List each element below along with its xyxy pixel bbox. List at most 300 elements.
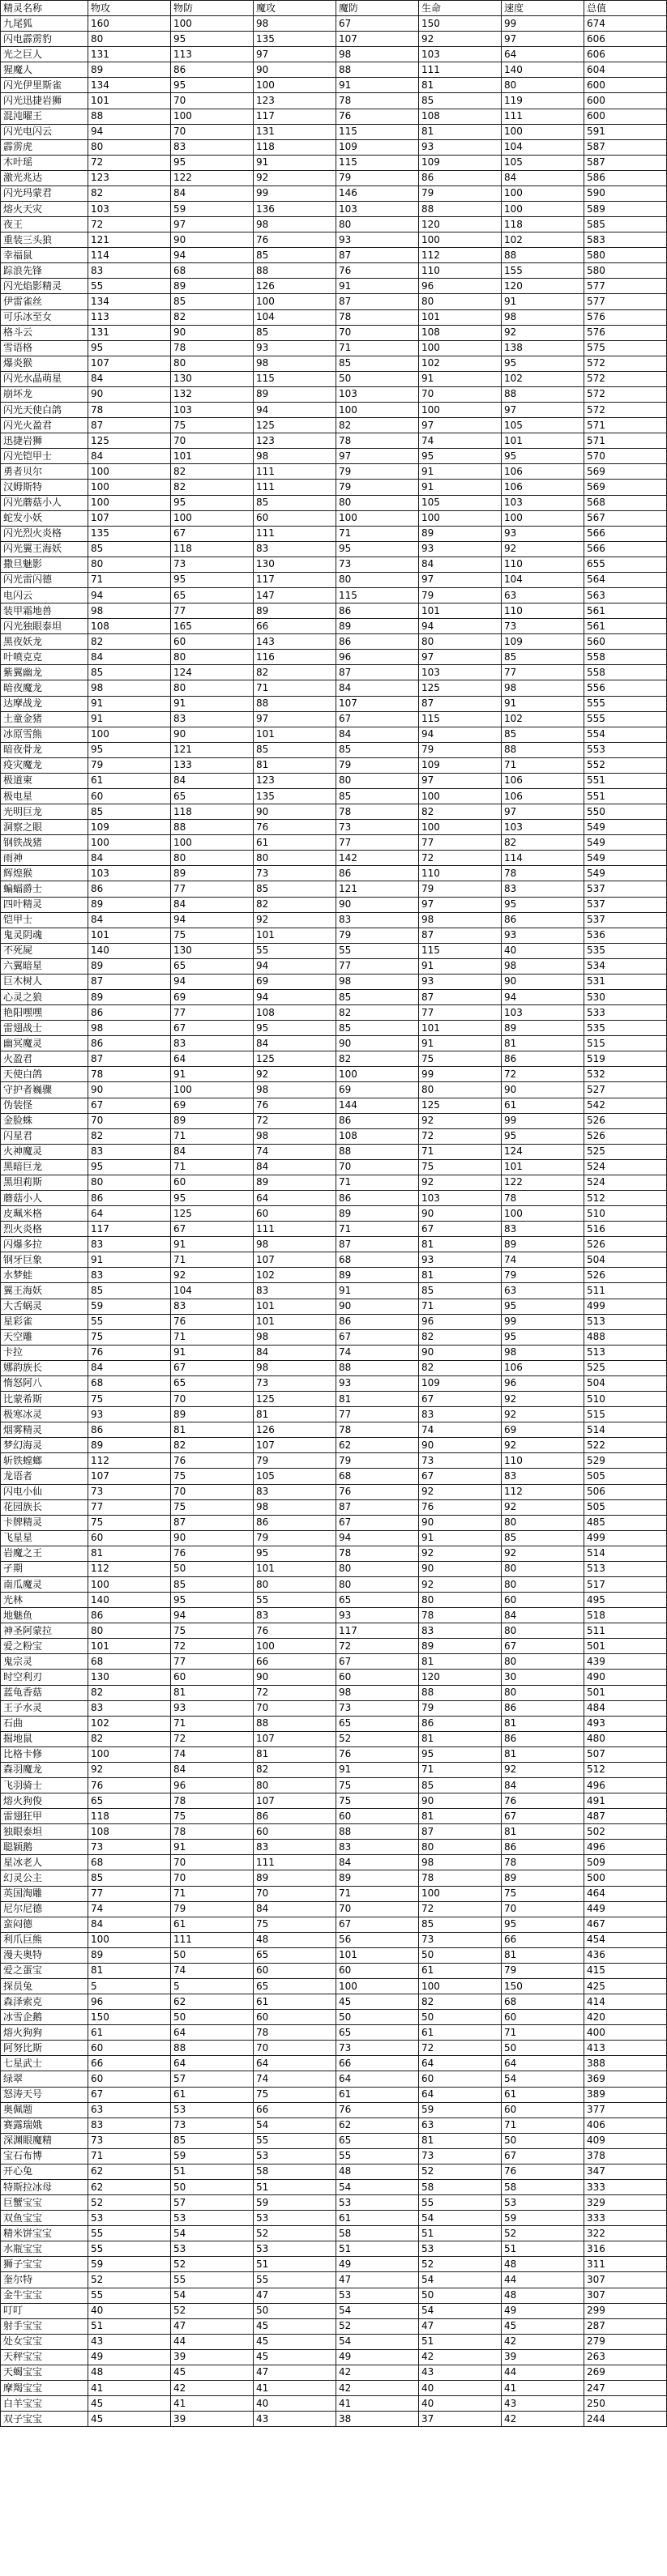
cell-phys-attack: 94: [88, 124, 171, 139]
cell-magic-defense: 121: [336, 881, 419, 897]
cell-hp: 83: [419, 1407, 502, 1422]
table-row: [1, 1855, 667, 1870]
cell-magic-defense: 91: [336, 279, 419, 294]
cell-magic-defense: 96: [336, 650, 419, 665]
cell-magic-defense: 79: [336, 928, 419, 943]
cell-phys-defense: 76: [171, 1546, 254, 1561]
cell-magic-attack: 107: [254, 1438, 336, 1453]
table-row: [1, 2164, 667, 2179]
cell-hp: 100: [419, 1979, 502, 1994]
cell-speed: 99: [502, 1113, 584, 1128]
table-row: [1, 1098, 667, 1113]
cell-magic-attack: 60: [254, 1206, 336, 1222]
cell-magic-defense: 65: [336, 2025, 419, 2041]
cell-phys-attack: 86: [88, 1005, 171, 1021]
cell-phys-attack: 86: [88, 1422, 171, 1438]
cell-phys-defense: 95: [171, 1593, 254, 1608]
table-row: [1, 1608, 667, 1623]
cell-name: 极寒冰灵: [1, 1407, 88, 1422]
cell-speed: 64: [502, 47, 584, 62]
cell-phys-defense: 121: [171, 742, 254, 757]
cell-speed: 96: [502, 1375, 584, 1391]
cell-total: 577: [584, 294, 667, 309]
cell-magic-attack: 53: [254, 2211, 336, 2226]
cell-speed: 118: [502, 217, 584, 232]
cell-name: 怒涛天号: [1, 2087, 88, 2102]
cell-phys-attack: 100: [88, 1932, 171, 1947]
cell-phys-defense: 85: [171, 2133, 254, 2148]
cell-phys-defense: 104: [171, 1283, 254, 1299]
cell-total: 553: [584, 742, 667, 757]
cell-magic-defense: 70: [336, 1901, 419, 1917]
table-row: [1, 449, 667, 464]
cell-magic-attack: 80: [254, 851, 336, 866]
table-row: [1, 2318, 667, 2334]
cell-magic-defense: 115: [336, 587, 419, 603]
cell-phys-defense: 71: [171, 1716, 254, 1731]
cell-speed: 86: [502, 1700, 584, 1716]
cell-magic-defense: 53: [336, 2288, 419, 2303]
cell-magic-attack: 50: [254, 2303, 336, 2318]
cell-phys-attack: 140: [88, 943, 171, 958]
cell-phys-defense: 132: [171, 386, 254, 402]
table-row: [1, 665, 667, 680]
cell-magic-attack: 86: [254, 1515, 336, 1530]
cell-total: 425: [584, 1979, 667, 1994]
cell-magic-defense: 62: [336, 2118, 419, 2133]
cell-total: 333: [584, 2180, 667, 2195]
cell-phys-defense: 64: [171, 2025, 254, 2041]
cell-phys-attack: 83: [88, 1700, 171, 1716]
cell-name: 夜王: [1, 217, 88, 232]
cell-phys-defense: 78: [171, 340, 254, 356]
cell-total: 436: [584, 1947, 667, 1963]
cell-total: 501: [584, 1639, 667, 1654]
cell-hp: 71: [419, 1762, 502, 1777]
cell-speed: 92: [502, 1546, 584, 1561]
cell-phys-attack: 95: [88, 742, 171, 757]
cell-hp: 85: [419, 1777, 502, 1793]
cell-name: 紫翼幽龙: [1, 665, 88, 680]
cell-hp: 50: [419, 2010, 502, 2025]
cell-magic-defense: 52: [336, 2318, 419, 2334]
cell-phys-attack: 45: [88, 2396, 171, 2412]
cell-phys-defense: 77: [171, 881, 254, 897]
cell-phys-defense: 64: [171, 2056, 254, 2071]
cell-hp: 87: [419, 696, 502, 711]
table-row: [1, 1222, 667, 1237]
cell-speed: 122: [502, 1175, 584, 1190]
cell-total: 532: [584, 1067, 667, 1082]
cell-speed: 81: [502, 1716, 584, 1731]
cell-phys-defense: 54: [171, 2226, 254, 2241]
cell-total: 524: [584, 1175, 667, 1190]
cell-speed: 63: [502, 587, 584, 603]
cell-magic-defense: 98: [336, 974, 419, 989]
cell-total: 589: [584, 202, 667, 217]
cell-total: 495: [584, 1593, 667, 1608]
cell-speed: 104: [502, 139, 584, 155]
cell-total: 499: [584, 1299, 667, 1314]
cell-total: 549: [584, 835, 667, 851]
table-row: [1, 1469, 667, 1484]
cell-magic-attack: 79: [254, 1530, 336, 1546]
cell-hp: 100: [419, 403, 502, 418]
cell-phys-attack: 82: [88, 1731, 171, 1746]
cell-phys-defense: 133: [171, 757, 254, 773]
cell-magic-attack: 75: [254, 2087, 336, 2102]
cell-magic-attack: 66: [254, 2102, 336, 2118]
cell-magic-defense: 76: [336, 2102, 419, 2118]
cell-speed: 81: [502, 1947, 584, 1963]
cell-magic-defense: 41: [336, 2396, 419, 2412]
cell-name: 九尾狐: [1, 16, 88, 32]
table-row: [1, 1515, 667, 1530]
cell-total: 299: [584, 2303, 667, 2318]
cell-magic-defense: 70: [336, 1159, 419, 1175]
cell-total: 571: [584, 418, 667, 433]
cell-speed: 82: [502, 835, 584, 851]
table-row: [1, 248, 667, 263]
cell-magic-attack: 81: [254, 1407, 336, 1422]
cell-magic-defense: 65: [336, 2133, 419, 2148]
cell-hp: 87: [419, 1824, 502, 1840]
cell-speed: 95: [502, 1917, 584, 1932]
cell-magic-defense: 77: [336, 958, 419, 974]
cell-name: 雷翅狂甲: [1, 1809, 88, 1824]
cell-phys-defense: 55: [171, 2272, 254, 2288]
cell-total: 499: [584, 1530, 667, 1546]
cell-name: 猩魔人: [1, 62, 88, 78]
cell-total: 515: [584, 1036, 667, 1051]
cell-phys-attack: 82: [88, 634, 171, 650]
table-row: [1, 696, 667, 711]
cell-speed: 97: [502, 804, 584, 820]
cell-magic-attack: 116: [254, 650, 336, 665]
cell-name: 闪光翼王海妖: [1, 541, 88, 557]
cell-phys-attack: 61: [88, 2025, 171, 2041]
cell-hp: 77: [419, 835, 502, 851]
cell-name: 闪光焰影精灵: [1, 279, 88, 294]
cell-phys-attack: 84: [88, 1360, 171, 1375]
cell-magic-attack: 85: [254, 495, 336, 510]
cell-phys-attack: 107: [88, 1469, 171, 1484]
cell-magic-defense: 79: [336, 1453, 419, 1469]
cell-magic-defense: 77: [336, 835, 419, 851]
cell-phys-attack: 80: [88, 1623, 171, 1639]
cell-magic-defense: 84: [336, 1855, 419, 1870]
table-row: [1, 634, 667, 650]
cell-phys-defense: 82: [171, 1438, 254, 1453]
cell-name: 雪语格: [1, 340, 88, 356]
cell-speed: 103: [502, 1005, 584, 1021]
cell-phys-attack: 117: [88, 1222, 171, 1237]
cell-total: 389: [584, 2087, 667, 2102]
table-row: [1, 1299, 667, 1314]
cell-hp: 54: [419, 2303, 502, 2318]
cell-hp: 91: [419, 371, 502, 386]
cell-phys-defense: 71: [171, 1886, 254, 1901]
cell-total: 517: [584, 1576, 667, 1592]
cell-hp: 58: [419, 2180, 502, 2195]
cell-phys-attack: 74: [88, 1901, 171, 1917]
cell-phys-defense: 64: [171, 1051, 254, 1067]
cell-magic-defense: 87: [336, 1237, 419, 1252]
cell-speed: 102: [502, 232, 584, 248]
cell-hp: 71: [419, 1144, 502, 1159]
cell-magic-attack: 45: [254, 2334, 336, 2349]
cell-name: 混沌曜王: [1, 109, 88, 124]
cell-hp: 67: [419, 1392, 502, 1407]
cell-magic-defense: 78: [336, 1546, 419, 1561]
cell-phys-attack: 62: [88, 2164, 171, 2179]
cell-total: 534: [584, 958, 667, 974]
cell-speed: 94: [502, 990, 584, 1005]
cell-hp: 92: [419, 1576, 502, 1592]
cell-hp: 40: [419, 2396, 502, 2412]
cell-total: 518: [584, 1608, 667, 1623]
cell-magic-defense: 49: [336, 2349, 419, 2365]
cell-magic-attack: 98: [254, 356, 336, 371]
cell-speed: 104: [502, 572, 584, 587]
cell-magic-defense: 88: [336, 1360, 419, 1375]
cell-magic-attack: 48: [254, 1932, 336, 1947]
table-row: [1, 820, 667, 835]
cell-total: 514: [584, 1546, 667, 1561]
cell-phys-attack: 112: [88, 1561, 171, 1576]
cell-magic-defense: 87: [336, 248, 419, 263]
cell-speed: 72: [502, 1067, 584, 1082]
table-row: [1, 1593, 667, 1608]
cell-total: 551: [584, 773, 667, 788]
cell-magic-defense: 48: [336, 2164, 419, 2179]
cell-magic-attack: 83: [254, 541, 336, 557]
cell-hp: 101: [419, 1021, 502, 1036]
cell-hp: 120: [419, 217, 502, 232]
cell-name: 水梦蛙: [1, 1268, 88, 1283]
cell-phys-defense: 101: [171, 449, 254, 464]
cell-magic-defense: 54: [336, 2334, 419, 2349]
cell-name: 爆炎猴: [1, 356, 88, 371]
cell-magic-attack: 98: [254, 1082, 336, 1098]
cell-magic-attack: 82: [254, 1762, 336, 1777]
cell-hp: 97: [419, 418, 502, 433]
table-row: [1, 155, 667, 170]
cell-hp: 81: [419, 1654, 502, 1670]
cell-speed: 91: [502, 696, 584, 711]
cell-magic-attack: 45: [254, 2318, 336, 2334]
cell-speed: 80: [502, 1623, 584, 1639]
cell-magic-defense: 117: [336, 1623, 419, 1639]
cell-speed: 77: [502, 665, 584, 680]
cell-name: 绿翠: [1, 2071, 88, 2087]
table-row: [1, 1067, 667, 1082]
cell-speed: 109: [502, 634, 584, 650]
cell-magic-attack: 85: [254, 881, 336, 897]
cell-phys-defense: 75: [171, 1499, 254, 1515]
table-row: [1, 1175, 667, 1190]
cell-name: 铠甲士: [1, 912, 88, 928]
table-row: [1, 1840, 667, 1855]
cell-total: 506: [584, 1484, 667, 1499]
cell-hp: 64: [419, 2056, 502, 2071]
cell-hp: 94: [419, 619, 502, 634]
cell-name: 可乐冰至女: [1, 309, 88, 325]
cell-speed: 106: [502, 773, 584, 788]
cell-magic-defense: 82: [336, 1051, 419, 1067]
cell-total: 519: [584, 1051, 667, 1067]
cell-phys-defense: 88: [171, 820, 254, 835]
cell-phys-defense: 94: [171, 248, 254, 263]
table-row: [1, 1252, 667, 1268]
cell-phys-defense: 95: [171, 572, 254, 587]
cell-total: 526: [584, 1128, 667, 1144]
cell-total: 269: [584, 2365, 667, 2380]
cell-phys-defense: 41: [171, 2396, 254, 2412]
cell-phys-defense: 89: [171, 1407, 254, 1422]
cell-speed: 80: [502, 1561, 584, 1576]
cell-total: 549: [584, 820, 667, 835]
cell-phys-attack: 52: [88, 2272, 171, 2288]
cell-phys-attack: 84: [88, 1917, 171, 1932]
cell-magic-attack: 90: [254, 804, 336, 820]
cell-phys-defense: 50: [171, 2180, 254, 2195]
cell-magic-defense: 91: [336, 1762, 419, 1777]
cell-magic-attack: 47: [254, 2365, 336, 2380]
cell-magic-attack: 52: [254, 2226, 336, 2241]
cell-phys-attack: 83: [88, 1268, 171, 1283]
cell-phys-attack: 82: [88, 1128, 171, 1144]
table-row: [1, 2133, 667, 2148]
cell-hp: 90: [419, 1561, 502, 1576]
cell-magic-attack: 98: [254, 16, 336, 32]
table-row: [1, 109, 667, 124]
cell-name: 闪光电闪云: [1, 124, 88, 139]
table-row: [1, 2056, 667, 2071]
cell-name: 电闪云: [1, 587, 88, 603]
cell-speed: 120: [502, 279, 584, 294]
cell-magic-attack: 98: [254, 1329, 336, 1345]
table-row: [1, 680, 667, 696]
cell-hp: 103: [419, 665, 502, 680]
cell-magic-attack: 88: [254, 1716, 336, 1731]
cell-total: 504: [584, 1375, 667, 1391]
cell-phys-attack: 80: [88, 1175, 171, 1190]
table-row: [1, 2303, 667, 2318]
cell-magic-defense: 115: [336, 155, 419, 170]
table-row: [1, 32, 667, 47]
cell-phys-attack: 71: [88, 2148, 171, 2164]
cell-magic-defense: 93: [336, 232, 419, 248]
cell-phys-defense: 130: [171, 371, 254, 386]
cell-magic-defense: 71: [336, 340, 419, 356]
cell-hp: 96: [419, 279, 502, 294]
cell-hp: 98: [419, 912, 502, 928]
cell-speed: 64: [502, 2056, 584, 2071]
cell-phys-attack: 112: [88, 1453, 171, 1469]
cell-total: 496: [584, 1777, 667, 1793]
table-row: [1, 1623, 667, 1639]
cell-magic-defense: 75: [336, 1793, 419, 1809]
cell-hp: 67: [419, 1469, 502, 1484]
cell-phys-attack: 83: [88, 1237, 171, 1252]
cell-phys-attack: 60: [88, 2041, 171, 2056]
cell-magic-attack: 111: [254, 1222, 336, 1237]
table-row: [1, 1206, 667, 1222]
cell-phys-attack: 40: [88, 2303, 171, 2318]
cell-name: 孑期: [1, 1561, 88, 1576]
cell-name: 双子宝宝: [1, 2412, 88, 2427]
cell-magic-defense: 60: [336, 1963, 419, 1978]
cell-phys-defense: 77: [171, 1005, 254, 1021]
cell-total: 572: [584, 403, 667, 418]
cell-phys-attack: 78: [88, 1067, 171, 1082]
cell-magic-defense: 79: [336, 170, 419, 186]
cell-speed: 106: [502, 464, 584, 480]
cell-speed: 92: [502, 1407, 584, 1422]
cell-phys-attack: 100: [88, 480, 171, 495]
cell-phys-defense: 69: [171, 1098, 254, 1113]
cell-name: 叶喷克克: [1, 650, 88, 665]
header-cell-magic-attack: 魔攻: [254, 1, 336, 16]
cell-magic-attack: 66: [254, 619, 336, 634]
cell-phys-attack: 60: [88, 2071, 171, 2087]
cell-hp: 82: [419, 1360, 502, 1375]
cell-magic-defense: 50: [336, 2010, 419, 2025]
cell-total: 507: [584, 1746, 667, 1762]
cell-phys-defense: 100: [171, 1082, 254, 1098]
table-row: [1, 1021, 667, 1036]
cell-magic-defense: 76: [336, 1484, 419, 1499]
cell-phys-attack: 101: [88, 1639, 171, 1654]
cell-speed: 98: [502, 309, 584, 325]
cell-speed: 68: [502, 1994, 584, 2010]
cell-total: 311: [584, 2257, 667, 2272]
cell-phys-attack: 70: [88, 1113, 171, 1128]
cell-speed: 73: [502, 619, 584, 634]
cell-total: 388: [584, 2056, 667, 2071]
cell-speed: 43: [502, 2396, 584, 2412]
cell-speed: 84: [502, 170, 584, 186]
cell-magic-attack: 85: [254, 248, 336, 263]
cell-speed: 61: [502, 1098, 584, 1113]
cell-magic-attack: 130: [254, 557, 336, 572]
cell-phys-defense: 82: [171, 464, 254, 480]
cell-hp: 125: [419, 680, 502, 696]
cell-total: 279: [584, 2334, 667, 2349]
cell-magic-attack: 135: [254, 32, 336, 47]
cell-speed: 106: [502, 480, 584, 495]
cell-name: 飞羽骑士: [1, 1777, 88, 1793]
cell-phys-defense: 93: [171, 1700, 254, 1716]
cell-name: 森羽魔龙: [1, 1762, 88, 1777]
cell-magic-defense: 142: [336, 851, 419, 866]
cell-name: 四叶精灵: [1, 897, 88, 912]
cell-hp: 91: [419, 958, 502, 974]
cell-magic-defense: 87: [336, 1499, 419, 1515]
cell-name: 木叶瑶: [1, 155, 88, 170]
cell-phys-defense: 83: [171, 1299, 254, 1314]
header-cell-speed: 速度: [502, 1, 584, 16]
table-row: [1, 541, 667, 557]
cell-hp: 91: [419, 1036, 502, 1051]
cell-name: 深渊眼魔精: [1, 2133, 88, 2148]
cell-magic-defense: 51: [336, 2241, 419, 2257]
cell-name: 闪光烈火炎格: [1, 526, 88, 541]
cell-name: 森泽索克: [1, 1994, 88, 2010]
cell-total: 487: [584, 1809, 667, 1824]
cell-name: 蝙蝠爵士: [1, 881, 88, 897]
